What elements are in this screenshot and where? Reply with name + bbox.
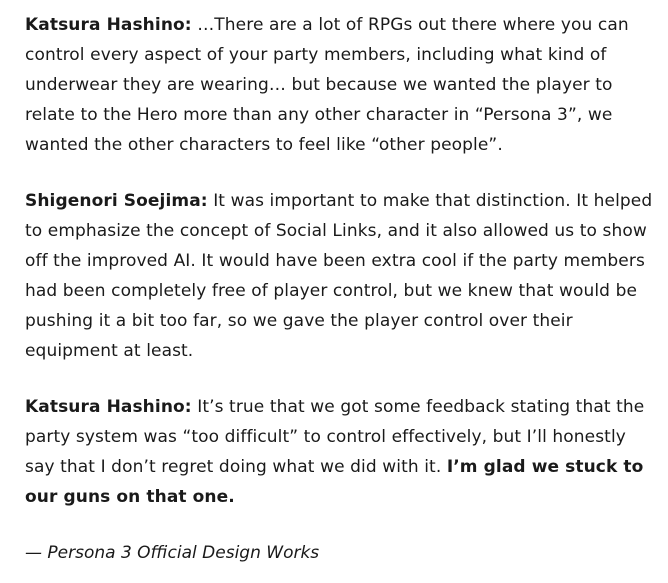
quote-text: It’s true that we got some feedback stating that the party system was “too difficult” to control effectively, but I’ll honestly say that I don’t regret doing what we did with it. xyxy=(25,397,645,477)
speaker-name: Katsura Hashino: xyxy=(25,15,192,35)
speaker-name: Katsura Hashino: xyxy=(25,397,192,417)
quote-text: …There are a lot of RPGs out there where you can control every aspect of your party members, including what kind of underwear they are wearing… but because we wanted the player to relate to the Hero more than any other character in “Persona 3”, we wanted the other characters to feel like “other people”. xyxy=(25,15,629,155)
quote-paragraph-hashino-1 xyxy=(25,10,661,160)
quote-paragraph-hashino-2 xyxy=(25,392,661,512)
quote-article xyxy=(25,10,661,568)
quote-paragraph-soejima xyxy=(25,186,661,366)
quote-emphasis: I’m glad we stuck to our guns on that one. xyxy=(25,457,644,507)
source-citation: — Persona 3 Official Design Works xyxy=(25,543,320,563)
quote-text: It was important to make that distinction. It helped to emphasize the concept of Social Links, and it also allowed us to show off the improved AI. It would have been extra cool if the party members had been completely free of player control, but we knew that would be pushing it a bit too far, so we gave the player control over their equipment at least. xyxy=(25,191,653,361)
speaker-name: Shigenori Soejima: xyxy=(25,191,208,211)
